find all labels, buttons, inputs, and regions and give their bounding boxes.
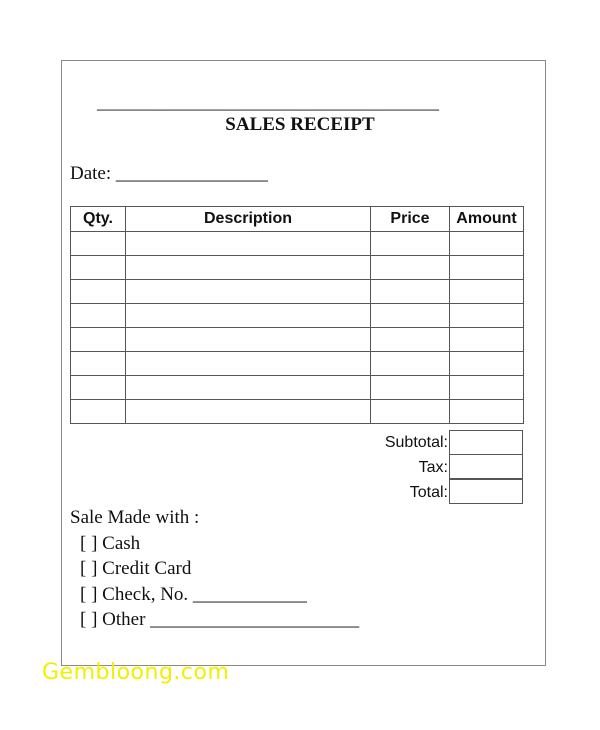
table-row [71, 304, 524, 328]
header-amount: Amount [450, 207, 524, 232]
watermark-text: Gembloong.com [42, 660, 230, 685]
description-cell[interactable] [126, 280, 371, 304]
amount-cell[interactable] [450, 280, 524, 304]
amount-cell[interactable] [450, 256, 524, 280]
total-label: Total: [409, 484, 448, 501]
qty-cell[interactable] [71, 400, 126, 424]
table-row [71, 328, 524, 352]
payment-option-credit-card[interactable]: [ ] Credit Card [80, 558, 192, 579]
table-row [71, 376, 524, 400]
table-row [71, 352, 524, 376]
table-row [71, 400, 524, 424]
description-cell[interactable] [126, 304, 371, 328]
description-cell[interactable] [126, 232, 371, 256]
description-cell[interactable] [126, 256, 371, 280]
tax-box[interactable] [449, 454, 523, 479]
table-row [71, 256, 524, 280]
description-cell[interactable] [126, 400, 371, 424]
price-cell[interactable] [371, 232, 450, 256]
receipt-title: SALES RECEIPT [225, 114, 375, 135]
payment-heading: Sale Made with : [70, 507, 200, 528]
total-box[interactable] [449, 479, 523, 504]
payment-option-other[interactable]: [ ] Other ______________________ [80, 609, 360, 630]
items-table [70, 206, 524, 424]
tax-label: Tax: [418, 459, 448, 476]
amount-cell[interactable] [450, 304, 524, 328]
amount-cell[interactable] [450, 328, 524, 352]
table-row [71, 280, 524, 304]
price-cell[interactable] [371, 304, 450, 328]
price-cell[interactable] [371, 256, 450, 280]
qty-cell[interactable] [71, 304, 126, 328]
subtotal-label: Subtotal: [384, 434, 448, 451]
description-cell[interactable] [126, 352, 371, 376]
price-cell[interactable] [371, 376, 450, 400]
table-header-row [71, 207, 524, 232]
qty-cell[interactable] [71, 328, 126, 352]
table-row [71, 232, 524, 256]
amount-cell[interactable] [450, 400, 524, 424]
payment-option-cash[interactable]: [ ] Cash [80, 533, 141, 554]
price-cell[interactable] [371, 400, 450, 424]
qty-cell[interactable] [71, 376, 126, 400]
price-cell[interactable] [371, 352, 450, 376]
price-cell[interactable] [371, 280, 450, 304]
header-qty: Qty. [71, 207, 126, 232]
date-field: Date: ________________ [70, 163, 268, 184]
price-cell[interactable] [371, 328, 450, 352]
amount-cell[interactable] [450, 352, 524, 376]
description-cell[interactable] [126, 328, 371, 352]
payment-option-check[interactable]: [ ] Check, No. ____________ [80, 584, 307, 605]
qty-cell[interactable] [71, 232, 126, 256]
amount-cell[interactable] [450, 376, 524, 400]
qty-cell[interactable] [71, 352, 126, 376]
top-signature-line: ______________________________________ [97, 92, 439, 112]
qty-cell[interactable] [71, 280, 126, 304]
description-cell[interactable] [126, 376, 371, 400]
qty-cell[interactable] [71, 256, 126, 280]
subtotal-box[interactable] [449, 430, 523, 455]
header-description: Description [126, 207, 371, 232]
header-price: Price [371, 207, 450, 232]
amount-cell[interactable] [450, 232, 524, 256]
